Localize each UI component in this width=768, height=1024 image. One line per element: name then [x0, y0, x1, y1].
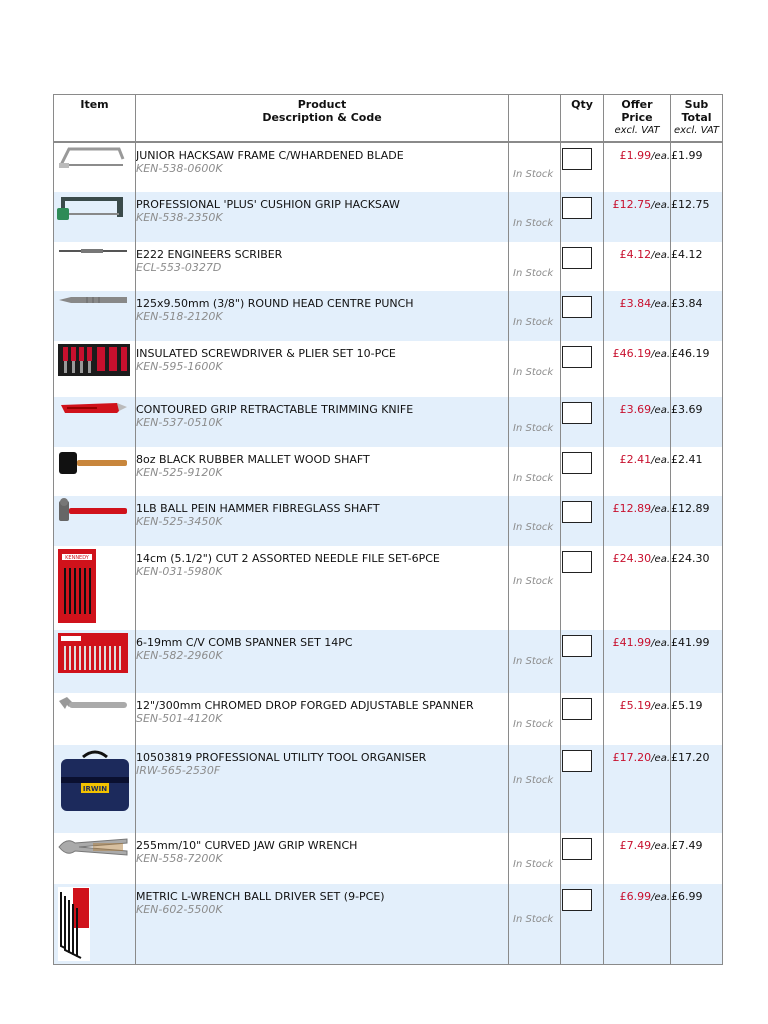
product-cell	[136, 341, 509, 397]
sub-total-cell	[671, 397, 723, 447]
table-row	[54, 833, 723, 884]
product-code: KEN-525-3450K	[136, 514, 223, 528]
item-image-cell	[54, 142, 136, 192]
product-name[interactable]: 125x9.50mm (3/8") ROUND HEAD CENTRE PUNCH	[136, 296, 414, 310]
grip-wrench-icon[interactable]	[54, 835, 135, 859]
stock-status: In Stock	[513, 422, 554, 434]
price-unit: /ea.	[651, 503, 670, 515]
sub-total: £41.99	[671, 635, 710, 649]
stock-cell	[509, 745, 561, 833]
offer-price-cell	[604, 397, 671, 447]
product-name[interactable]: 255mm/10" CURVED JAW GRIP WRENCH	[136, 838, 358, 852]
svg-text:IRWIN: IRWIN	[82, 784, 108, 793]
product-name[interactable]: 8oz BLACK RUBBER MALLET WOOD SHAFT	[136, 452, 370, 466]
price-unit: /ea.	[651, 150, 670, 162]
sub-total-cell	[671, 693, 723, 745]
header-offer-price: Offer Price excl. VAT	[604, 95, 671, 142]
quantity-input[interactable]	[562, 750, 592, 772]
item-image-cell	[54, 291, 136, 341]
sub-total: £1.99	[671, 148, 703, 162]
offer-price: £4.12	[619, 247, 652, 261]
product-cell	[136, 192, 509, 242]
quantity-input[interactable]	[562, 501, 592, 523]
junior-hacksaw-icon[interactable]	[54, 145, 135, 171]
table-row	[54, 447, 723, 496]
product-code: KEN-031-5980K	[136, 564, 223, 578]
offer-price-cell	[604, 192, 671, 242]
offer-price: £41.99	[612, 635, 652, 649]
item-image-cell	[54, 884, 136, 965]
offer-price: £6.99	[619, 889, 652, 903]
stock-status: In Stock	[513, 217, 554, 229]
rubber-mallet-icon[interactable]	[54, 449, 135, 477]
sub-total: £12.75	[671, 197, 710, 211]
quantity-input[interactable]	[562, 452, 592, 474]
offer-price-cell	[604, 496, 671, 546]
item-image-cell	[54, 242, 136, 291]
offer-price: £12.75	[612, 197, 652, 211]
product-code: KEN-537-0510K	[136, 415, 223, 429]
stock-status: In Stock	[513, 655, 554, 667]
item-image-cell	[54, 745, 136, 833]
quantity-input[interactable]	[562, 346, 592, 368]
spanner-set-icon[interactable]	[54, 632, 135, 674]
qty-cell	[561, 291, 604, 341]
table-row	[54, 341, 723, 397]
price-unit: /ea.	[651, 454, 670, 466]
offer-price: £5.19	[619, 698, 652, 712]
product-name[interactable]: 14cm (5.1/2") CUT 2 ASSORTED NEEDLE FILE SET-6PCE	[136, 551, 440, 565]
quantity-input[interactable]	[562, 889, 592, 911]
header-qty: Qty	[561, 95, 604, 142]
product-code: SEN-501-4120K	[136, 711, 223, 725]
needle-file-set-icon[interactable]	[54, 548, 135, 624]
adjustable-spanner-icon[interactable]	[54, 695, 135, 715]
product-code: KEN-582-2960K	[136, 648, 223, 662]
stock-cell	[509, 693, 561, 745]
product-code: KEN-525-9120K	[136, 465, 223, 479]
item-image-cell	[54, 341, 136, 397]
sub-total: £24.30	[671, 551, 710, 565]
qty-cell	[561, 341, 604, 397]
price-unit: /ea.	[651, 637, 670, 649]
stock-status: In Stock	[513, 168, 554, 180]
price-unit: /ea.	[651, 348, 670, 360]
item-image-cell	[54, 630, 136, 693]
stock-cell	[509, 833, 561, 884]
table-row	[54, 242, 723, 291]
screwdriver-set-icon[interactable]	[54, 343, 135, 377]
product-code: KEN-558-7200K	[136, 851, 223, 865]
offer-price-cell	[604, 745, 671, 833]
sub-total-cell	[671, 192, 723, 242]
quantity-input[interactable]	[562, 551, 592, 573]
product-cell	[136, 745, 509, 833]
l-wrench-set-icon[interactable]	[54, 886, 135, 962]
product-name[interactable]: 12"/300mm CHROMED DROP FORGED ADJUSTABLE SPANNER	[136, 698, 474, 712]
sub-total-cell	[671, 341, 723, 397]
price-unit: /ea.	[651, 553, 670, 565]
stock-status: In Stock	[513, 366, 554, 378]
quantity-input[interactable]	[562, 197, 592, 219]
offer-price-cell	[604, 546, 671, 630]
product-name[interactable]: METRIC L-WRENCH BALL DRIVER SET (9-PCE)	[136, 889, 385, 903]
quantity-input[interactable]	[562, 296, 592, 318]
stock-status: In Stock	[513, 472, 554, 484]
qty-cell	[561, 693, 604, 745]
sub-total: £5.19	[671, 698, 703, 712]
offer-price-cell	[604, 884, 671, 965]
price-unit: /ea.	[651, 700, 670, 712]
stock-status: In Stock	[513, 774, 554, 786]
offer-price: £7.49	[619, 838, 652, 852]
quantity-input[interactable]	[562, 148, 592, 170]
price-unit: /ea.	[651, 840, 670, 852]
sub-total-cell	[671, 447, 723, 496]
offer-price-cell	[604, 833, 671, 884]
table-row	[54, 291, 723, 341]
product-code: KEN-538-0600K	[136, 161, 223, 175]
offer-price-cell	[604, 447, 671, 496]
tool-bag-icon[interactable]	[54, 747, 135, 815]
qty-cell	[561, 630, 604, 693]
quantity-input[interactable]	[562, 838, 592, 860]
product-cell	[136, 496, 509, 546]
offer-price: £12.89	[612, 501, 652, 515]
qty-cell	[561, 745, 604, 833]
product-cell	[136, 447, 509, 496]
stock-status: In Stock	[513, 316, 554, 328]
stock-cell	[509, 630, 561, 693]
stock-status: In Stock	[513, 521, 554, 533]
sub-total-cell	[671, 142, 723, 192]
qty-cell	[561, 496, 604, 546]
sub-total: £17.20	[671, 750, 710, 764]
table-header-row	[54, 95, 723, 142]
stock-cell	[509, 142, 561, 192]
quantity-input[interactable]	[562, 247, 592, 269]
stock-status: In Stock	[513, 913, 554, 925]
offer-price: £1.99	[619, 148, 652, 162]
stock-cell	[509, 447, 561, 496]
header-stock	[509, 95, 561, 142]
offer-price-cell	[604, 693, 671, 745]
header-product: Product Description & Code	[136, 95, 509, 142]
product-name[interactable]: JUNIOR HACKSAW FRAME C/WHARDENED BLADE	[136, 148, 404, 162]
sub-total-cell	[671, 291, 723, 341]
sub-total-cell	[671, 745, 723, 833]
product-code: ECL-553-0327D	[136, 260, 222, 274]
product-name[interactable]: 10503819 PROFESSIONAL UTILITY TOOL ORGANISER	[136, 750, 427, 764]
stock-status: In Stock	[513, 858, 554, 870]
product-code: KEN-538-2350K	[136, 210, 223, 224]
offer-price-cell	[604, 291, 671, 341]
qty-cell	[561, 833, 604, 884]
product-cell	[136, 693, 509, 745]
sub-total: £7.49	[671, 838, 703, 852]
table-row	[54, 496, 723, 546]
qty-cell	[561, 242, 604, 291]
offer-price-cell	[604, 630, 671, 693]
product-name[interactable]: 1LB BALL PEIN HAMMER FIBREGLASS SHAFT	[136, 501, 380, 515]
product-code: KEN-595-1600K	[136, 359, 223, 373]
qty-cell	[561, 142, 604, 192]
product-code: KEN-602-5500K	[136, 902, 223, 916]
stock-cell	[509, 397, 561, 447]
sub-total-cell	[671, 546, 723, 630]
stock-status: In Stock	[513, 718, 554, 730]
hacksaw-icon[interactable]	[54, 194, 135, 222]
offer-price-cell	[604, 242, 671, 291]
stock-cell	[509, 341, 561, 397]
product-cell	[136, 884, 509, 965]
qty-cell	[561, 397, 604, 447]
product-name[interactable]: PROFESSIONAL 'PLUS' CUSHION GRIP HACKSAW	[136, 197, 400, 211]
item-image-cell	[54, 833, 136, 884]
svg-text:KENNEDY: KENNEDY	[65, 554, 89, 561]
offer-price: £46.19	[612, 346, 652, 360]
offer-price: £3.69	[619, 402, 652, 416]
order-table	[53, 94, 723, 965]
sub-total: £46.19	[671, 346, 710, 360]
stock-status: In Stock	[513, 575, 554, 587]
table-row	[54, 630, 723, 693]
table-row	[54, 192, 723, 242]
product-name[interactable]: E222 ENGINEERS SCRIBER	[136, 247, 283, 261]
trimming-knife-icon[interactable]	[54, 399, 135, 417]
header-sub-total: Sub Total excl. VAT	[671, 95, 723, 142]
item-image-cell	[54, 397, 136, 447]
table-row	[54, 745, 723, 833]
price-unit: /ea.	[651, 199, 670, 211]
qty-cell	[561, 192, 604, 242]
product-name[interactable]: INSULATED SCREWDRIVER & PLIER SET 10-PCE	[136, 346, 396, 360]
sub-total: £4.12	[671, 247, 703, 261]
stock-status: In Stock	[513, 267, 554, 279]
item-image-cell	[54, 447, 136, 496]
stock-cell	[509, 291, 561, 341]
item-image-cell	[54, 546, 136, 630]
product-code: IRW-565-2530F	[136, 763, 221, 777]
stock-cell	[509, 192, 561, 242]
table-row	[54, 884, 723, 965]
item-image-cell	[54, 496, 136, 546]
table-row	[54, 693, 723, 745]
centre-punch-icon[interactable]	[54, 293, 135, 307]
table-row	[54, 142, 723, 192]
product-cell	[136, 142, 509, 192]
ball-pein-hammer-icon[interactable]	[54, 498, 135, 524]
price-unit: /ea.	[651, 298, 670, 310]
sub-total: £6.99	[671, 889, 703, 903]
sub-total: £3.84	[671, 296, 703, 310]
price-unit: /ea.	[651, 249, 670, 261]
product-cell	[136, 242, 509, 291]
product-cell	[136, 630, 509, 693]
price-unit: /ea.	[651, 752, 670, 764]
stock-cell	[509, 546, 561, 630]
qty-cell	[561, 546, 604, 630]
offer-price: £17.20	[612, 750, 652, 764]
item-image-cell	[54, 693, 136, 745]
product-cell	[136, 833, 509, 884]
sub-total: £2.41	[671, 452, 703, 466]
sub-total-cell	[671, 833, 723, 884]
item-image-cell	[54, 192, 136, 242]
table-row	[54, 397, 723, 447]
quantity-input[interactable]	[562, 635, 592, 657]
table-row	[54, 546, 723, 630]
offer-price: £3.84	[619, 296, 652, 310]
scriber-icon[interactable]	[54, 244, 135, 258]
header-item: Item	[54, 95, 136, 142]
quantity-input[interactable]	[562, 698, 592, 720]
price-unit: /ea.	[651, 891, 670, 903]
product-cell	[136, 397, 509, 447]
stock-cell	[509, 884, 561, 965]
qty-cell	[561, 884, 604, 965]
product-name[interactable]: 6-19mm C/V COMB SPANNER SET 14PC	[136, 635, 353, 649]
qty-cell	[561, 447, 604, 496]
offer-price-cell	[604, 142, 671, 192]
sub-total-cell	[671, 884, 723, 965]
sub-total-cell	[671, 630, 723, 693]
sub-total: £3.69	[671, 402, 703, 416]
sub-total-cell	[671, 242, 723, 291]
product-cell	[136, 546, 509, 630]
price-unit: /ea.	[651, 404, 670, 416]
sub-total-cell	[671, 496, 723, 546]
product-code: KEN-518-2120K	[136, 309, 223, 323]
product-cell	[136, 291, 509, 341]
product-name[interactable]: CONTOURED GRIP RETRACTABLE TRIMMING KNIFE	[136, 402, 414, 416]
offer-price: £24.30	[612, 551, 652, 565]
offer-price: £2.41	[619, 452, 652, 466]
offer-price-cell	[604, 341, 671, 397]
quantity-input[interactable]	[562, 402, 592, 424]
stock-cell	[509, 242, 561, 291]
sub-total: £12.89	[671, 501, 710, 515]
stock-cell	[509, 496, 561, 546]
